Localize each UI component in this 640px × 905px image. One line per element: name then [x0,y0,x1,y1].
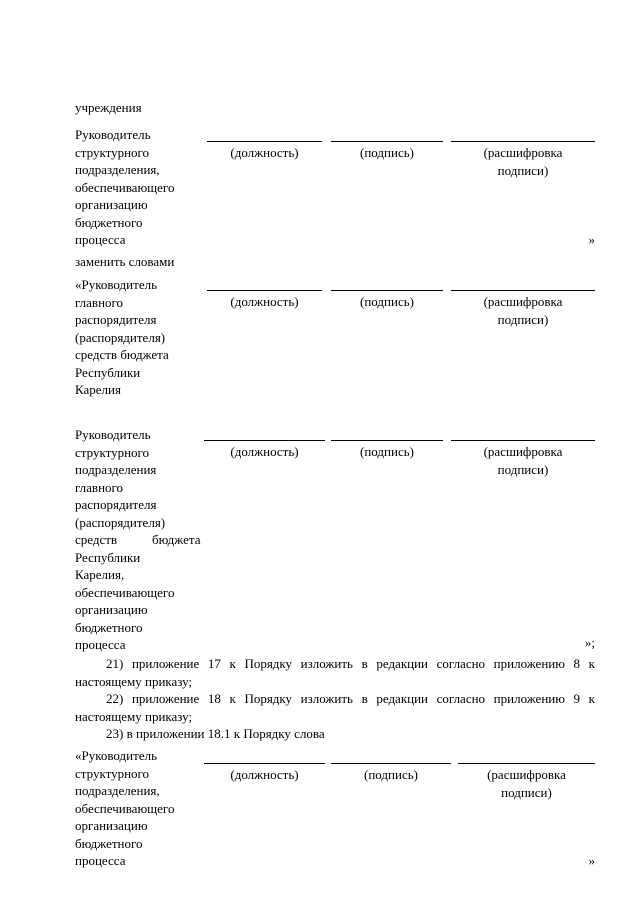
sig2-line-decoding [451,290,595,291]
sig4-line-signature [331,763,451,764]
sig1-caption-decoding: (расшифровка подписи) [483,145,563,178]
sig4-caption-position: (должность) [230,767,299,782]
intro-text: учреждения [75,100,142,115]
sig3-caption-position: (должность) [230,444,299,459]
sig3-line-decoding [451,440,595,441]
sig3-label-bottom: Республики Карелия, обеспечивающего организацию бюджетного процесса [75,549,175,652]
replace-words-text: заменить словами [75,254,175,269]
sig4-closing-quote: » [588,853,595,868]
sig3-line-position [204,440,325,441]
sig3-closing-quote: »; [584,635,595,650]
sig2-caption-decoding: (расшифровка подписи) [483,294,563,327]
sig4-line-position [204,763,325,764]
sig2-caption-signature: (подпись) [360,294,414,309]
sig3-caption-decoding: (расшифровка подписи) [483,444,563,477]
sig2-line-position [207,290,322,291]
sig1-label: Руководитель структурного подразделения, обеспечивающего организацию бюджетного процесса [75,127,175,247]
sig3-label-word-funds: средств [75,532,118,547]
sig1-line-signature [331,141,443,142]
item-22: 22) приложение 18 к Порядку изложить в редакции согласно приложению 9 к настоящему приказу; [75,691,595,724]
sig3-label-word-budget: бюджета [152,532,201,547]
item-21: 21) приложение 17 к Порядку изложить в редакции согласно приложению 8 к настоящему приказу; [75,656,595,689]
sig2-label: «Руководитель главного распорядителя (распорядителя) средств бюджета Республики Карелия [75,277,169,397]
sig1-closing-quote: » [588,232,595,247]
sig3-caption-signature: (подпись) [360,444,414,459]
sig2-line-signature [331,290,443,291]
sig4-caption-signature: (подпись) [364,767,418,782]
sig4-caption-decoding: (расшифровка подписи) [487,767,566,800]
sig1-line-position [207,141,322,142]
sig4-label: «Руководитель структурного подразделения, обеспечивающего организацию бюджетного процесса [75,748,175,868]
sig1-line-decoding [451,141,595,142]
sig4-line-decoding [458,763,595,764]
sig1-caption-signature: (подпись) [360,145,414,160]
sig2-caption-position: (должность) [230,294,299,309]
sig3-line-signature [331,440,443,441]
sig1-caption-position: (должность) [230,145,299,160]
sig3-label-top: Руководитель структурного подразделения главного распорядителя (распорядителя) [75,427,166,530]
item-23: 23) в приложении 18.1 к Порядку слова [106,726,325,741]
